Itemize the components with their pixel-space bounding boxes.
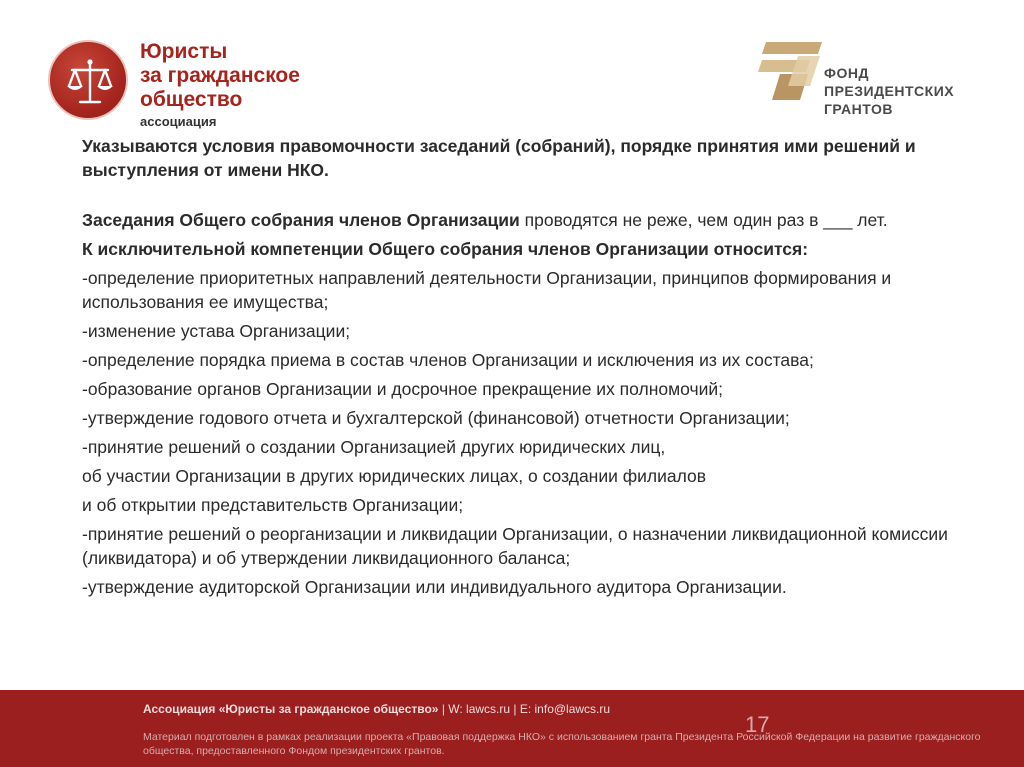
section-heading: Указываются условия правомочности заседаний (собраний), порядке принятия ими решений и выступления от имени НКО.	[82, 136, 916, 180]
logo-line-3: общество	[140, 88, 243, 111]
logo-emblem	[48, 40, 128, 120]
footer-contacts	[143, 702, 610, 716]
meeting-subject: Заседания Общего собрания членов Организации	[82, 210, 520, 230]
lawyers-logo	[48, 40, 348, 130]
logo-line-4: ассоциация	[140, 114, 217, 129]
list-item: -определение приоритетных направлений деятельности Организации, принципов формирования и использования ее имущества;	[82, 268, 892, 312]
list-item: -утверждение аудиторской Организации или индивидуального аудитора Организации.	[82, 577, 787, 597]
main-content	[82, 134, 992, 599]
list-item: об участии Организации в других юридических лицах, о создании филиалов	[82, 466, 707, 486]
fund-line-2: ПРЕЗИДЕНТСКИХ	[824, 83, 955, 99]
footer-bar	[0, 690, 1024, 767]
fund-line-1: ФОНД	[824, 65, 869, 81]
fund-name	[824, 64, 954, 118]
list-item: -определение порядка приема в состав членов Организации и исключения из их состава;	[82, 350, 814, 370]
meeting-paragraph	[82, 208, 992, 232]
fund-line-3: ГРАНТОВ	[824, 101, 893, 117]
list-item: -изменение устава Организации;	[82, 321, 351, 341]
grant-fund-logo	[758, 42, 998, 122]
list-item: -принятие решений о реорганизации и ликвидации Организации, о назначении ликвидационной комиссии (ликвидатора) и об утверждении ликвидационного баланса;	[82, 524, 948, 568]
list-item: -образование органов Организации и досрочное прекращение их полномочий;	[82, 379, 724, 399]
logo-line-1: Юристы	[140, 40, 228, 63]
competence-title: К исключительной компетенции Общего собрания членов Организации относится:	[82, 239, 809, 259]
footer-note: Материал подготовлен в рамках реализации проекта «Правовая поддержка НКО» с использованием гранта Президента Российской Федерации на развитие гражданского общества, предоставленного Фондом президентских грантов.	[143, 731, 981, 757]
logo-text	[140, 40, 300, 130]
list-item: -утверждение годового отчета и бухгалтерской (финансовой) отчетности Организации;	[82, 408, 790, 428]
grant-fund-mark-icon	[758, 42, 822, 104]
footer-association: Ассоциация «Юристы за гражданское общество»	[143, 702, 439, 716]
list-item: и об открытии представительств Организации;	[82, 495, 464, 515]
meeting-frequency: проводятся не реже, чем один раз в ___ лет.	[519, 210, 888, 230]
list-item: -принятие решений о создании Организацией других юридических лиц,	[82, 437, 666, 457]
scales-icon	[62, 54, 118, 110]
page-number: 17	[745, 712, 770, 737]
logo-line-2: за гражданское	[140, 64, 300, 87]
footer-links: | W: lawcs.ru | E: info@lawcs.ru	[438, 702, 611, 716]
